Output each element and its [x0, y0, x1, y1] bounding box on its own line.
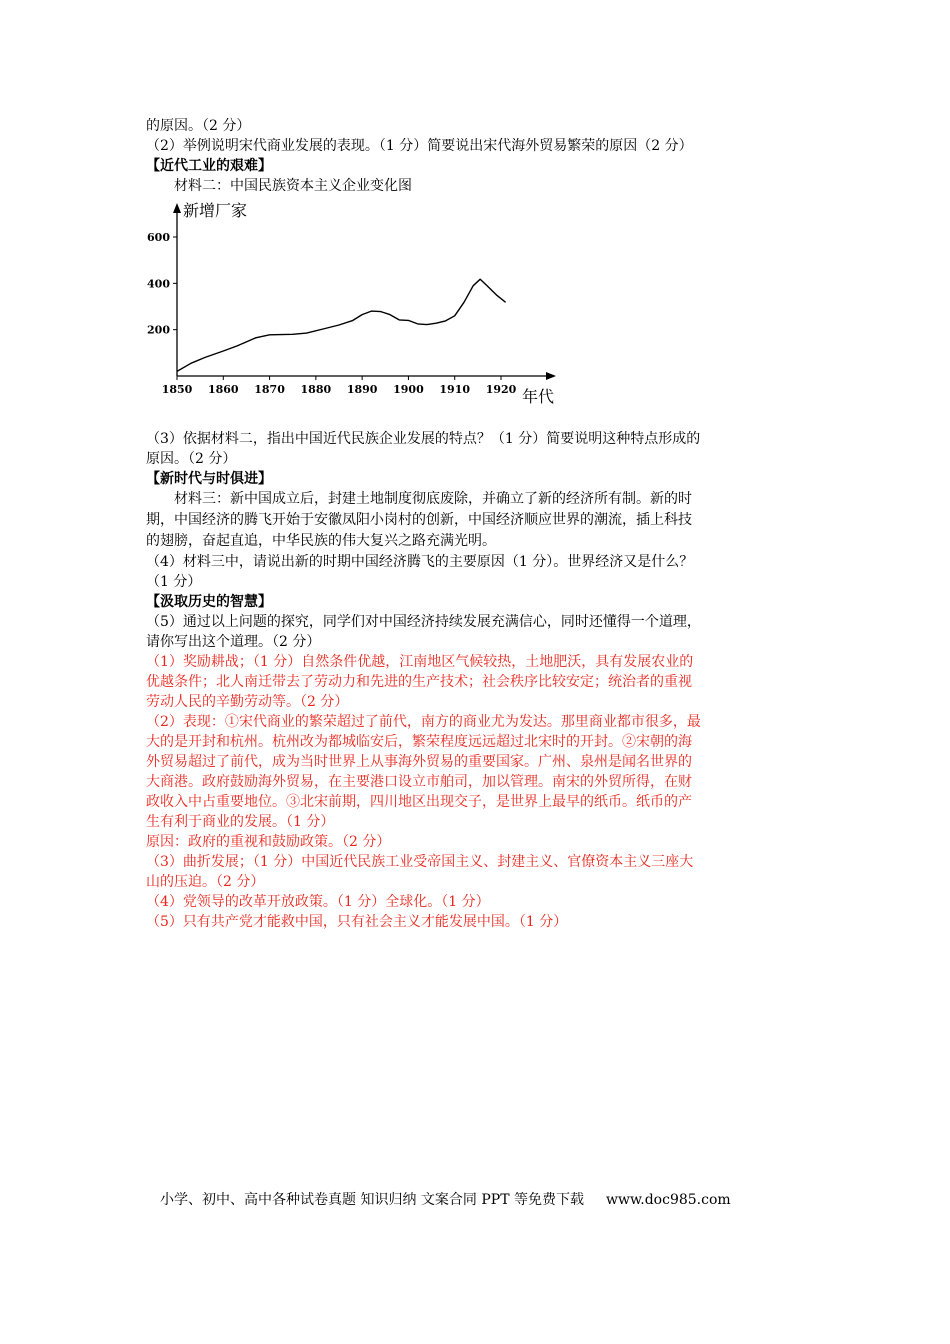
x-tick-label: 1910 [439, 383, 471, 396]
document-page [146, 116, 808, 932]
material-2-title: 材料二：中国民族资本主义企业变化图 [174, 178, 412, 194]
answer-line: 劳动人民的辛勤劳动等。（2 分） [146, 694, 349, 710]
x-tick-label: 1850 [161, 383, 193, 396]
y-axis-arrow [173, 203, 181, 213]
x-axis-title: 年代 [522, 387, 555, 406]
chart-svg [146, 198, 586, 423]
answer-line: （1）奖励耕战；（1 分）自然条件优越，江南地区气候较热，土地肥沃，具有发展农业的 [146, 654, 694, 670]
answer-line: 山的压迫。（2 分） [146, 874, 265, 890]
answer-line: 政收入中占重要地位。③北宋前期，四川地区出现交子，是世界上最早的纸币。纸币的产 [146, 794, 692, 810]
x-axis-arrow [546, 372, 556, 380]
y-tick-label: 200 [147, 323, 170, 337]
question-2: （2）举例说明宋代商业发展的表现。（1 分）简要说出宋代海外贸易繁荣的原因（2 分） [146, 138, 693, 154]
question-4-line-2: （1 分） [146, 574, 202, 590]
footer-text: 小学、初中、高中各种试卷真题 知识归纳 文案合同 PPT 等免费下载 [160, 1192, 584, 1208]
answer-line: 生有利于商业的发展。（1 分） [146, 814, 335, 830]
series-line [177, 279, 506, 371]
question-3-line-2: 原因。（2 分） [146, 451, 237, 467]
page-footer [160, 1190, 731, 1210]
y-tick-label: 400 [147, 277, 170, 291]
x-tick-label: 1870 [254, 383, 285, 396]
text-line: 的原因。（2 分） [146, 118, 251, 134]
y-tick-label: 600 [147, 231, 170, 244]
section-heading-new-era: 【新时代与时俱进】 [146, 471, 272, 487]
answer-line: 大商港。政府鼓励海外贸易，在主要港口设立市舶司，加以管理。南宋的外贸所得，在财 [146, 774, 692, 790]
section-heading-modern-industry: 【近代工业的艰难】 [146, 158, 272, 174]
material-3-line-2: 期，中国经济的腾飞开始于安徽凤阳小岗村的创新，中国经济顺应世界的潮流，插上科技 [146, 512, 692, 528]
answer-line: 优越条件；北人南迁带去了劳动力和先进的生产技术；社会秩序比较安定；统治者的重视 [146, 674, 692, 690]
question-3-line-1: （3）依据材料二，指出中国近代民族企业发展的特点？（1 分）简要说明这种特点形成的 [146, 431, 701, 447]
x-tick-label: 1920 [485, 383, 517, 396]
answer-line: 原因：政府的重视和鼓励政策。（2 分） [146, 834, 391, 850]
answer-line: （5）只有共产党才能救中国，只有社会主义才能发展中国。（1 分） [146, 914, 568, 930]
question-5-line-2: 请你写出这个道理。（2 分） [146, 634, 321, 650]
material-3-line-3: 的翅膀，奋起直追，中华民族的伟大复兴之路充满光明。 [146, 533, 496, 549]
x-tick-label: 1860 [207, 383, 239, 396]
footer-site: www.doc985.com [605, 1192, 731, 1208]
question-5-line-1: （5）通过以上问题的探究，同学们对中国经济持续发展充满信心，同时还懂得一个道理， [146, 614, 701, 630]
answer-line: （4）党领导的改革开放政策。（1 分）全球化。（1 分） [146, 894, 490, 910]
answer-block [146, 652, 808, 932]
x-tick-label: 1890 [346, 383, 378, 396]
x-tick-label: 1900 [393, 383, 424, 396]
question-4-line-1: （4）材料三中，请说出新的时期中国经济腾飞的主要原因（1 分）。世界经济又是什么？ [146, 554, 694, 570]
answer-line: （2）表现：①宋代商业的繁荣超过了前代，南方的商业尤为发达。那里商业都市很多，最 [146, 714, 701, 730]
enterprise-change-chart [146, 198, 586, 423]
answer-line: （3）曲折发展；（1 分）中国近代民族工业受帝国主义、封建主义、官僚资本主义三座大 [146, 854, 694, 870]
y-axis-title: 新增厂家 [183, 201, 248, 220]
answer-line: 外贸易超过了前代，成为当时世界上从事海外贸易的重要国家。广州、泉州是闻名世界的 [146, 754, 692, 770]
section-heading-wisdom: 【汲取历史的智慧】 [146, 594, 272, 610]
x-tick-label: 1880 [300, 383, 332, 396]
answer-line: 大的是开封和杭州。杭州改为都城临安后，繁荣程度远远超过北宋时的开封。②宋朝的海 [146, 734, 692, 750]
material-3-line-1: 材料三：新中国成立后，封建土地制度彻底废除，并确立了新的经济所有制。新的时 [174, 491, 692, 507]
